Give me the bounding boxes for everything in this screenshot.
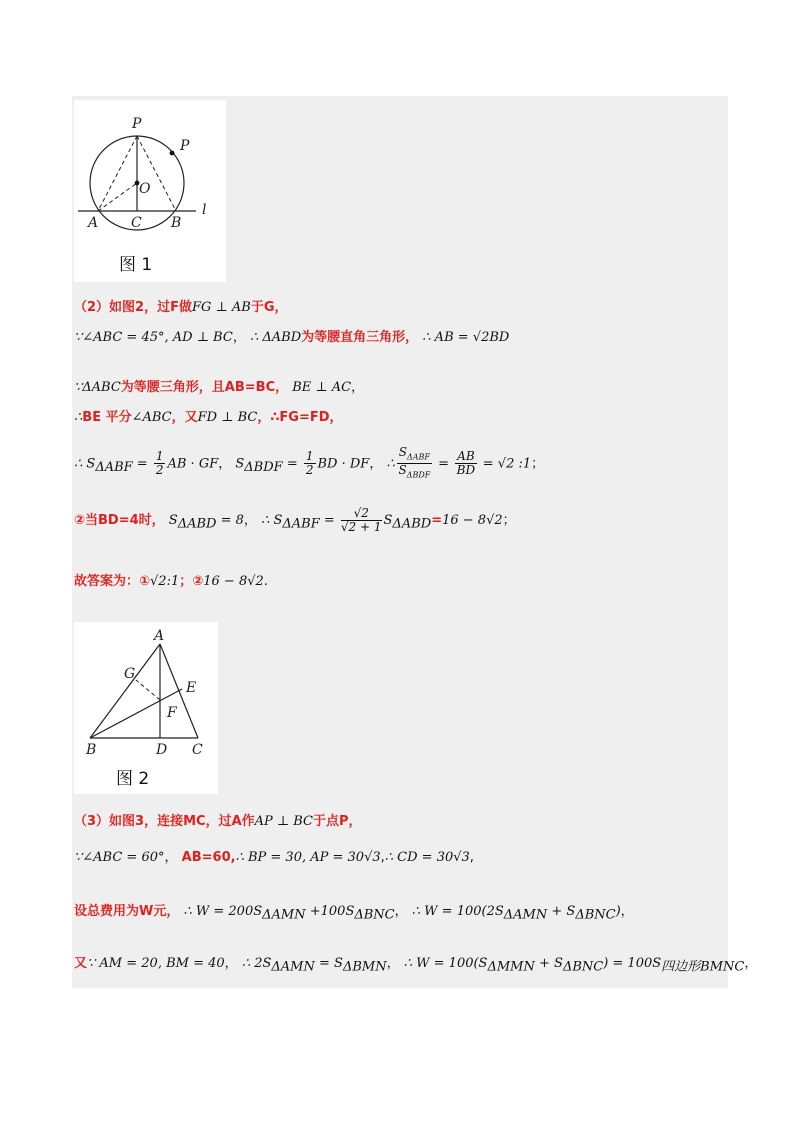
label-c: C (192, 742, 203, 758)
figure-2-caption: 图 2 (116, 769, 150, 789)
label-l: l (202, 202, 207, 218)
figure-1 (74, 100, 226, 282)
fraction: $\frac{1}{2}$ (305, 449, 314, 478)
segment-fg (136, 680, 160, 700)
fraction: $\frac{√2}{√2 + 1}$ (340, 506, 382, 534)
segment-pb (137, 136, 176, 211)
p2-line-4: ∴ $S_{\Delta ABF}$ = $\frac{1}{2}$ AB · GF， $S_{\Delta BDF}$ = $\frac{1}{2}$ BD · DF， ∴ $\frac{S_{\Delta ABF}}{S_{\Delta BDF}}$ = $\frac{AB}{BD}$ = √2 :1； (74, 445, 545, 480)
p3-line-2: 设总费用为W元， ∴ $W = 200S_{\Delta AMN} +100S_{\Delta BNC}$， ∴ $W = 100(2S_{\Delta AMN} + S_{\Delta BNC})$， (74, 904, 634, 923)
p3-line-1: ∵∠ABC = 60°， AB=60,∴ BP = 30, AP = 30√3,∴ CD = 30√3, (74, 850, 474, 865)
p2-line-5: ②当BD=4时， $S_{\Delta ABD} = 8$， ∴ $S_{\Delta ABF}$ = $\frac{√2}{√2 + 1}$ $S_{\Delta ABD}=16 - 8√2$； (74, 506, 516, 534)
label-b: B (171, 215, 182, 231)
figure-2 (74, 622, 218, 794)
label-p-top: P (132, 116, 142, 132)
figure-1-caption: 图 1 (119, 255, 153, 275)
label-f: F (167, 705, 177, 721)
label-e: E (186, 680, 197, 696)
p3-intro: （3）如图3，连接MC，过A作AP ⊥ BC于点P， (74, 814, 362, 829)
fraction: $\frac{S_{\Delta ABF}}{S_{\Delta BDF}}$ (398, 445, 431, 480)
p2-answer: 故答案为：①√2:1；②16 − 8√2. (74, 574, 268, 589)
label-g: G (124, 666, 136, 682)
label-d: D (156, 742, 168, 758)
label-c: C (131, 215, 142, 231)
segment-pa (98, 136, 137, 211)
label-a: A (88, 215, 99, 231)
p2-line-1: ∵∠ABC = 45°, AD ⊥ BC， ∴ ΔABD为等腰直角三角形， ∴ AB = √2BD (74, 330, 510, 345)
fraction: $\frac{1}{2}$ (155, 449, 164, 478)
label-p-right: P (180, 138, 190, 154)
label-b: B (86, 742, 97, 758)
side-ab (90, 644, 160, 738)
p2-intro: （2）如图2，过F做FG ⊥ AB于G， (74, 300, 288, 315)
p3-line-3: 又∵ AM = 20, BM = 40， ∴ $2S_{\Delta AMN} = S_{\Delta BMN}$， ∴ $W = 100(S_{\Delta MMN} + S_{\Delta BNC}) = 100S_{四边形BMNC}$， (74, 956, 758, 975)
label-a: A (154, 628, 165, 644)
point-p-right (170, 151, 175, 156)
p2-line-2: ∵ΔABC为等腰三角形，且AB=BC， BE ⊥ AC， (74, 380, 365, 395)
p2-line-3: ∴BE 平分∠ABC，又FD ⊥ BC，∴FG=FD， (74, 410, 343, 425)
fraction: $\frac{AB}{BD}$ (456, 449, 476, 478)
label-o: O (139, 181, 151, 197)
segment-ao (98, 183, 137, 211)
